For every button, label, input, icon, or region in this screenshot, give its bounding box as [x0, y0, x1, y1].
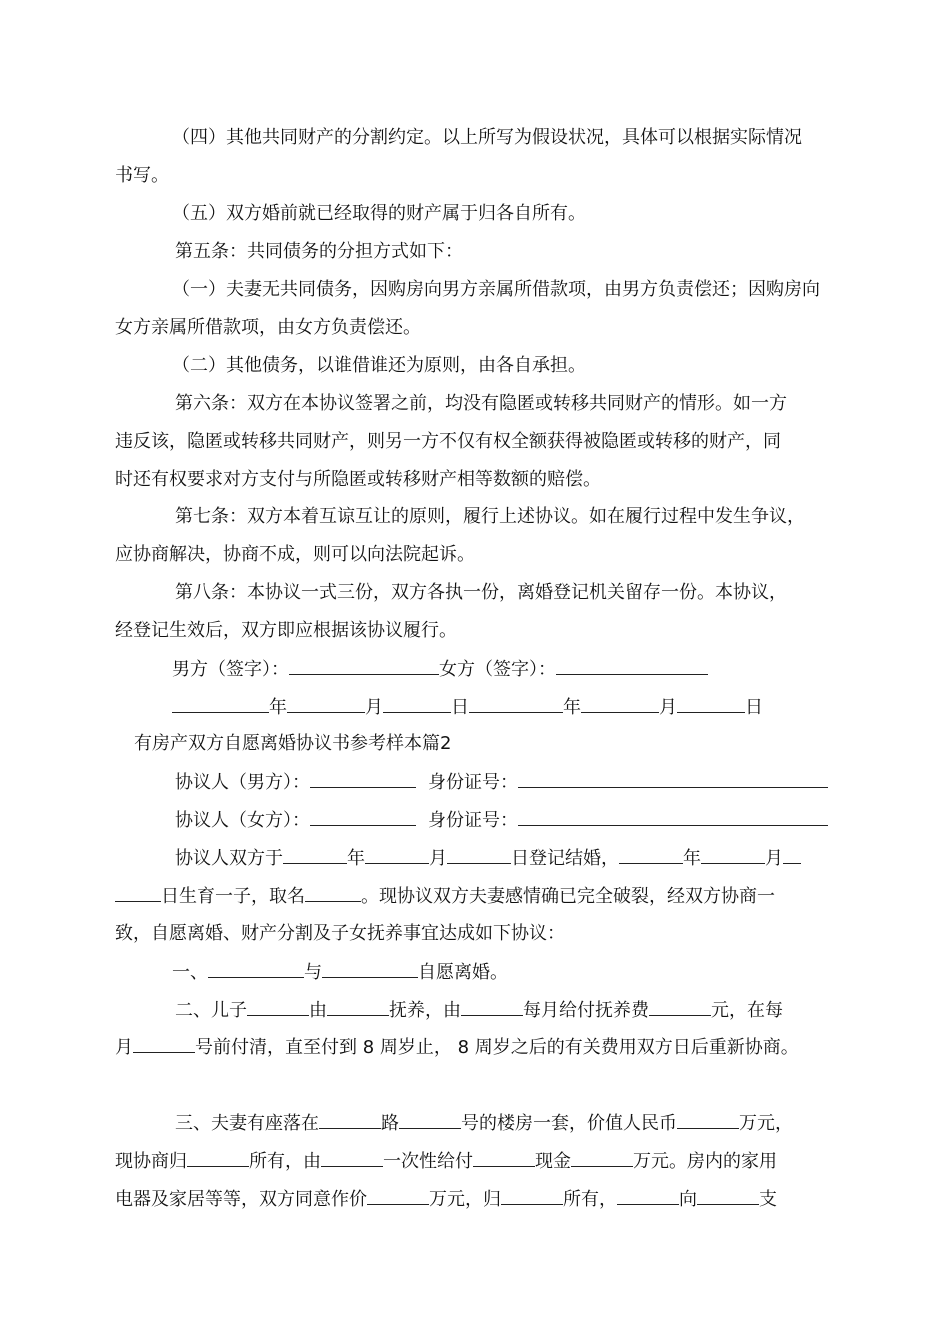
- date-month: 月: [365, 697, 383, 718]
- party-male-label: 协议人（男方）：: [175, 772, 310, 793]
- para-line: 女方亲属所借款项，由女方负责偿还。: [115, 317, 421, 338]
- blank: [310, 769, 416, 788]
- blank: [319, 1110, 381, 1129]
- text: 万元。房内的家用: [633, 1151, 777, 1172]
- para-line: 应协商解决，协商不成，则可以向法院起诉。: [115, 544, 475, 565]
- blank: [208, 959, 304, 978]
- clause-3-cont: [0, 1148, 950, 1175]
- clause-2: [0, 997, 950, 1024]
- id-label: 身份证号：: [428, 810, 518, 831]
- para-line: （五）双方婚前就已经取得的财产属于归各自所有。: [172, 203, 586, 224]
- female-sign-label: 女方（签字）：: [439, 659, 556, 680]
- text: 向: [679, 1189, 697, 1210]
- para-line: 第六条：双方在本协议签署之前，均没有隐匿或转移共同财产的情形。如一方: [175, 393, 787, 414]
- text: 年: [683, 848, 701, 869]
- clause-3-cont: [0, 1186, 950, 1213]
- blank: [469, 694, 563, 713]
- text: 与: [304, 962, 322, 983]
- blank: [133, 1034, 195, 1053]
- blank: [283, 845, 347, 864]
- blank: [447, 845, 511, 864]
- text: 万元，: [739, 1113, 793, 1134]
- text: 每月给付抚养费: [523, 1000, 649, 1021]
- blank: [783, 845, 801, 864]
- text: 所有，: [563, 1189, 617, 1210]
- text: 支: [759, 1189, 777, 1210]
- text: 年: [347, 848, 365, 869]
- blank: [518, 769, 828, 788]
- party-female-line: [0, 807, 950, 834]
- text: 二、儿子: [175, 1000, 247, 1021]
- blank: [172, 694, 269, 713]
- text: 自愿离婚。: [418, 962, 508, 983]
- para-line: 时还有权要求对方支付与所隐匿或转移财产相等数额的赔偿。: [115, 469, 601, 490]
- para-line: （四）其他共同财产的分割约定。以上所写为假设状况，具体可以根据实际情况: [172, 127, 802, 148]
- text: 一、: [172, 962, 208, 983]
- date-month: 月: [659, 697, 677, 718]
- blank: [367, 1186, 429, 1205]
- text: 月: [765, 848, 783, 869]
- blank: [697, 1186, 759, 1205]
- text: 日登记结婚，: [511, 848, 619, 869]
- clause-1: [0, 959, 950, 986]
- text: 抚养，由: [389, 1000, 461, 1021]
- para-line: 违反该，隐匿或转移共同财产，则另一方不仅有权全额获得被隐匿或转移的财产，同: [115, 431, 781, 452]
- signature-line: [0, 656, 950, 683]
- date-line: [0, 694, 950, 721]
- text: 现金: [535, 1151, 571, 1172]
- blank: [365, 845, 429, 864]
- para-line: 第八条：本协议一式三份，双方各执一份，离婚登记机关留存一份。本协议，: [175, 582, 787, 603]
- blank: [473, 1148, 535, 1167]
- blank: [581, 694, 659, 713]
- para-line: [0, 883, 950, 910]
- blank: [461, 997, 523, 1016]
- para-line: [0, 845, 950, 872]
- text: 路: [381, 1113, 399, 1134]
- para-line: 第七条：双方本着互谅互让的原则，履行上述协议。如在履行过程中发生争议，: [175, 506, 805, 527]
- text: 万元，归: [429, 1189, 501, 1210]
- blank: [115, 883, 161, 902]
- blank: [305, 883, 361, 902]
- text: 元，在每: [711, 1000, 783, 1021]
- male-sign-label: 男方（签字）：: [172, 659, 289, 680]
- text: 协议人双方于: [175, 848, 283, 869]
- date-day: 日: [745, 697, 763, 718]
- blank: [310, 807, 416, 826]
- section-heading: 有房产双方自愿离婚协议书参考样本篇2: [134, 733, 452, 754]
- para-line: 书写。: [115, 165, 169, 186]
- blank: [399, 1110, 461, 1129]
- blank: [701, 845, 765, 864]
- clause-2-cont: [0, 1034, 950, 1061]
- blank: [677, 1110, 739, 1129]
- para-line: （一）夫妻无共同债务，因购房向男方亲属所借款项，由男方负责偿还；因购房向: [172, 279, 820, 300]
- blank: [321, 1148, 383, 1167]
- para-line: 经登记生效后，双方即应根据该协议履行。: [115, 620, 457, 641]
- blank: [617, 1186, 679, 1205]
- text: 现协商归: [115, 1151, 187, 1172]
- blank: [187, 1148, 249, 1167]
- blank: [327, 997, 389, 1016]
- blank: [571, 1148, 633, 1167]
- date-year: 年: [563, 697, 581, 718]
- text: 一次性给付: [383, 1151, 473, 1172]
- text: 三、夫妻有座落在: [175, 1113, 319, 1134]
- blank: [383, 694, 451, 713]
- date-year: 年: [269, 697, 287, 718]
- text: 。现协议双方夫妻感情确已完全破裂，经双方协商一: [361, 886, 775, 907]
- blank: [556, 656, 708, 675]
- text: 月: [115, 1037, 133, 1058]
- blank: [649, 997, 711, 1016]
- blank: [247, 997, 309, 1016]
- para-line: 致，自愿离婚、财产分割及子女抚养事宜达成如下协议：: [115, 923, 565, 944]
- party-male-line: [0, 769, 950, 796]
- blank: [322, 959, 418, 978]
- blank: [518, 807, 828, 826]
- text: 日生育一子，取名: [161, 886, 305, 907]
- date-day: 日: [451, 697, 469, 718]
- blank: [289, 656, 439, 675]
- id-label: 身份证号：: [428, 772, 518, 793]
- party-female-label: 协议人（女方）：: [175, 810, 310, 831]
- clause-3: [0, 1110, 950, 1137]
- text: 号前付清，直至付到 8 周岁止， 8 周岁之后的有关费用双方日后重新协商。: [195, 1037, 799, 1058]
- blank: [287, 694, 365, 713]
- text: 电器及家居等等，双方同意作价: [115, 1189, 367, 1210]
- para-line: （二）其他债务，以谁借谁还为原则，由各自承担。: [172, 355, 586, 376]
- blank: [501, 1186, 563, 1205]
- text: 所有，由: [249, 1151, 321, 1172]
- blank: [677, 694, 745, 713]
- text: 号的楼房一套，价值人民币: [461, 1113, 677, 1134]
- article-heading: 第五条：共同债务的分担方式如下：: [175, 241, 463, 262]
- blank: [619, 845, 683, 864]
- text: 由: [309, 1000, 327, 1021]
- text: 月: [429, 848, 447, 869]
